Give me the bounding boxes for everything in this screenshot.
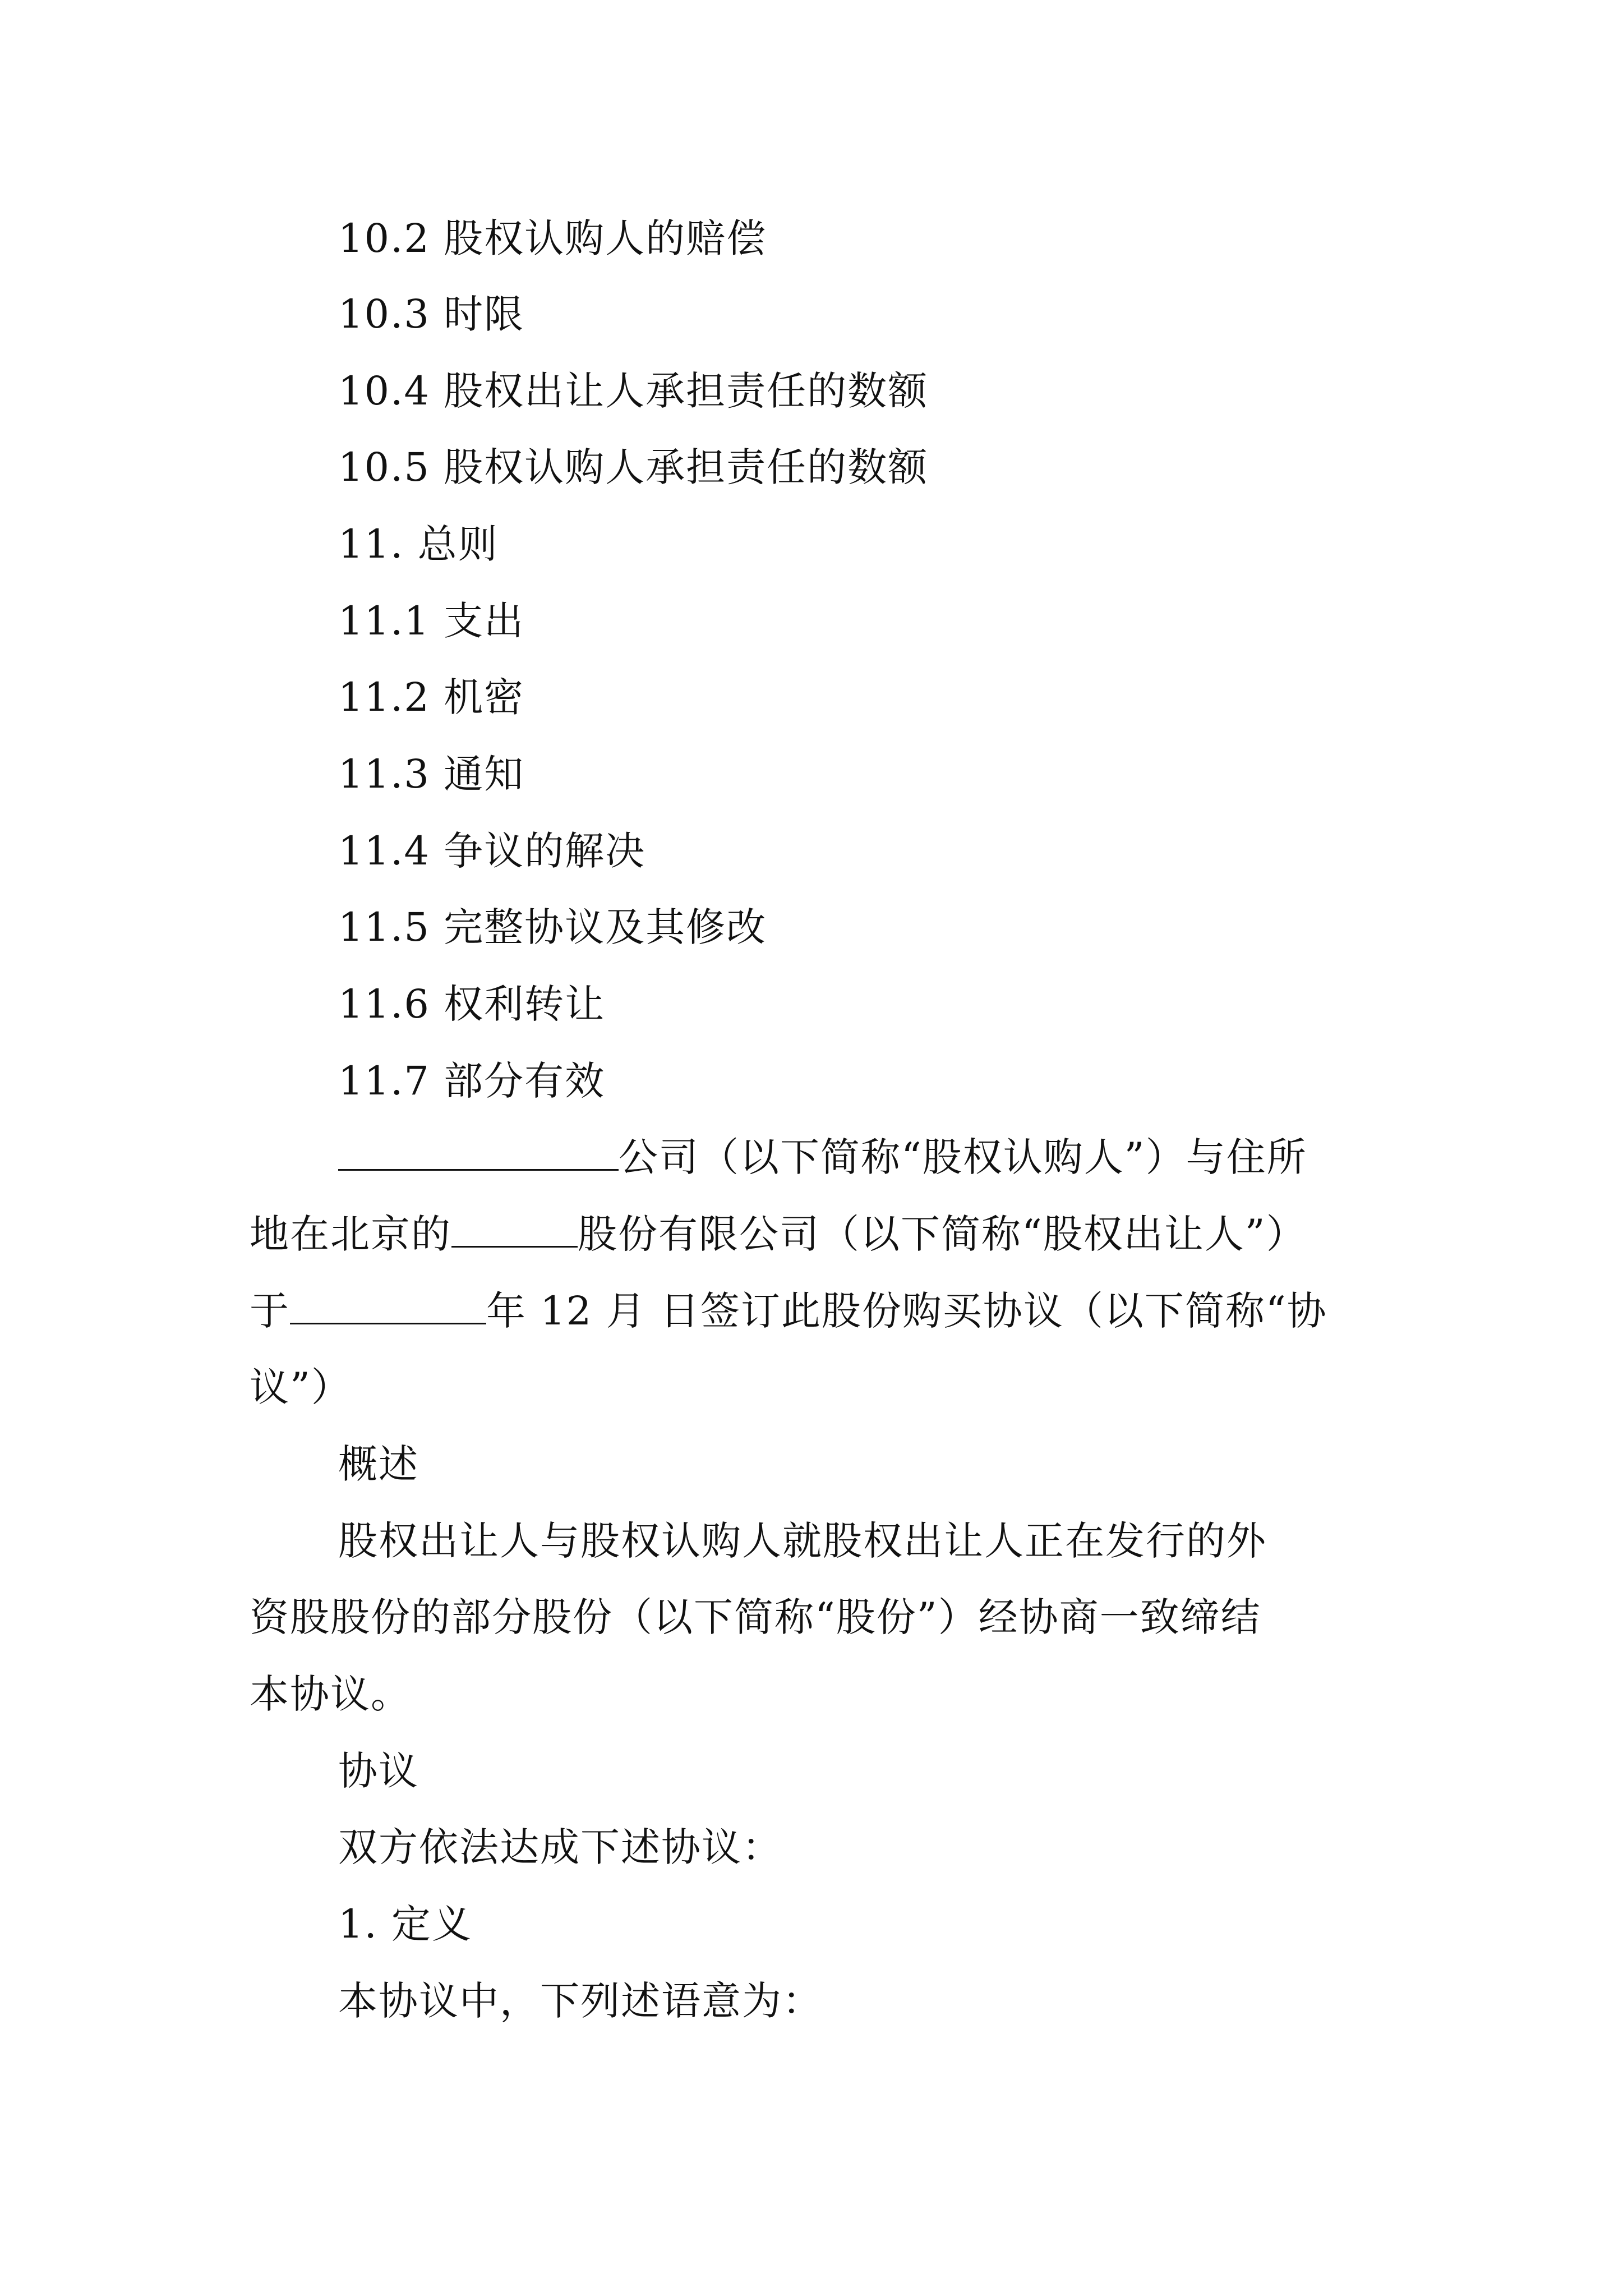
- outline-item-11-5: 11.5 完整协议及其修改: [338, 904, 767, 950]
- preamble-line-2: [250, 1209, 1307, 1259]
- outline-item-11-1: 11.1 支出: [338, 598, 525, 644]
- blank-field: [338, 1135, 619, 1171]
- outline-item-10-2: 10.2 股权认购人的赔偿: [338, 215, 767, 261]
- outline-item-11-7: 11.7 部分有效: [338, 1058, 606, 1104]
- preamble-text: 于: [250, 1288, 290, 1334]
- agreement-intro: 双方依法达成下述协议：: [338, 1824, 782, 1870]
- blank-field: [451, 1212, 578, 1248]
- preamble-text: 股份有限公司（以下简称“股权出让人”）: [578, 1211, 1307, 1257]
- preamble-line-3: [250, 1286, 1327, 1336]
- outline-item-11-2: 11.2 机密: [338, 674, 525, 720]
- overview-paragraph-line-3: 本协议。: [250, 1671, 411, 1717]
- outline-item-10-5: 10.5 股权认购人承担责任的数额: [338, 444, 929, 490]
- agreement-heading: 协议: [338, 1748, 419, 1794]
- outline-item-11-4: 11.4 争议的解决: [338, 828, 646, 874]
- preamble-text: 地在北京的: [250, 1211, 451, 1257]
- outline-item-11-3: 11.3 通知: [338, 751, 525, 797]
- outline-item-11: 11. 总则: [338, 521, 499, 567]
- outline-item-10-3: 10.3 时限: [338, 291, 525, 337]
- overview-paragraph-line-2: 资股股份的部分股份（以下简称“股份”）经协商一致缔结: [250, 1594, 1261, 1640]
- overview-heading: 概述: [338, 1441, 419, 1487]
- preamble-text: 年 12 月 日签订此股份购买协议（以下简称“协: [486, 1288, 1327, 1334]
- outline-item-11-6: 11.6 权利转让: [338, 981, 606, 1027]
- section-1-heading: 1. 定义: [338, 1901, 473, 1947]
- preamble-line-1: [338, 1132, 1307, 1182]
- preamble-text: 公司（以下简称“股权认购人”）与住所: [619, 1134, 1307, 1180]
- overview-paragraph-line-1: 股权出让人与股权认购人就股权出让人正在发行的外: [338, 1518, 1267, 1564]
- preamble-line-4: 议”）: [250, 1364, 352, 1410]
- outline-item-10-4: 10.4 股权出让人承担责任的数额: [338, 368, 929, 414]
- section-1-text: 本协议中，下列述语意为：: [338, 1978, 823, 2024]
- blank-field: [290, 1289, 486, 1324]
